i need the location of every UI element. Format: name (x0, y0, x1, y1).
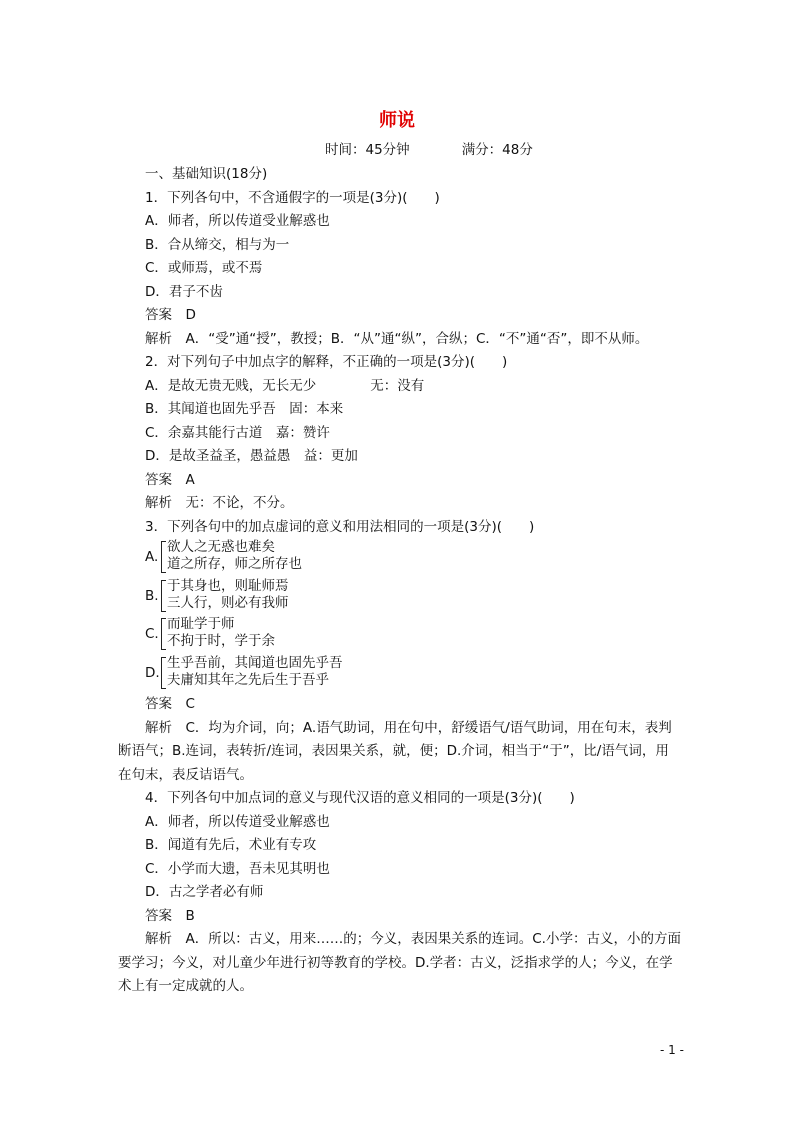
document-title: 师说 (379, 110, 415, 131)
q1-option-c: C．或师焉，或不焉 (145, 260, 263, 276)
left-brace (161, 657, 166, 689)
q4-option-a: A．师者，所以传道受业解惑也 (145, 813, 330, 830)
q4-option-c: C．小学而大遗，吾未见其明也 (145, 860, 330, 877)
option-line-2: 三人行，则必有我师 (167, 594, 289, 611)
option-letter: C. (145, 626, 159, 642)
q4-option-d: D．古之学者必有师 (145, 884, 264, 900)
q1-answer: 答案 D (145, 307, 196, 323)
q2-option-b: B．其闻道也固先乎吾 固：本来 (145, 401, 344, 417)
option-line-1: 而耻学于师 (167, 616, 235, 632)
option-letter: D. (145, 664, 160, 681)
time-limit: 时间：45分钟 (325, 142, 410, 158)
q4-stem: 4．下列各句中加点词的意义与现代汉语的意义相同的一项是(3分)( ) (145, 790, 575, 806)
q1-analysis: 解析 A．“受”通“授”，教授；B．“从”通“纵”，合纵；C．“不”通“否”，即不从师。 (145, 330, 649, 347)
option-letter: A. (145, 549, 159, 565)
q1-stem: 1．下列各句中，不含通假字的一项是(3分)( ) (145, 189, 440, 206)
q3-option-a (145, 539, 682, 578)
option-line-1: 生乎吾前，其闻道也固先乎吾 (167, 654, 343, 671)
q2-analysis: 解析 无：不论，不分。 (145, 495, 294, 511)
option-line-2: 夫庸知其年之先后生于吾乎 (167, 671, 329, 688)
option-line-2: 道之所存，师之所存也 (167, 556, 302, 572)
q4-analysis: 解析 A．所以：古义，用来……的；今义，表因果关系的连词。C.小学：古义，小的方面要学习；今义，对儿童少年进行初等教育的学校。D.学者：古义，泛指求学的人；今义，在学术上有一定成就的人。 (118, 931, 681, 994)
q3-stem: 3．下列各句中的加点虚词的意义和用法相同的一项是(3分)( ) (145, 518, 535, 535)
full-score: 满分：48分 (461, 142, 533, 158)
q4-option-b: B．闻道有先后，术业有专攻 (145, 837, 317, 853)
q1-option-d: D．君子不齿 (145, 283, 223, 300)
q2-option-a: A．是故无贵无贱，无长无少 无：没有 (145, 377, 425, 394)
q3-analysis: 解析 C．均为介词，向；A.语气助词，用在句中，舒缓语气/语气助词，用在句末，表判断语气；B.连词，表转折/连词，表因果关系，就，便；D.介词，相当于“于”，比/语气词，用在句末，表反诘语气。 (118, 719, 672, 783)
q3-option-d (145, 655, 682, 694)
q3-option-c (145, 616, 682, 655)
option-line-1: 于其身也，则耻师焉 (167, 577, 289, 594)
option-line-1: 欲人之无惑也难矣 (167, 539, 275, 555)
q1-option-b: B．合从缔交，相与为一 (145, 236, 290, 253)
exam-meta (325, 138, 533, 158)
q3-option-b (145, 578, 682, 617)
q3-answer: 答案 C (145, 696, 195, 712)
q2-answer: 答案 A (145, 471, 195, 488)
option-line-2: 不拘于时，学于余 (167, 633, 275, 649)
option-letter: B. (145, 587, 159, 604)
left-brace (161, 618, 166, 650)
q2-option-d: D．是故圣益圣，愚益愚 益：更加 (145, 448, 358, 464)
q2-option-c: C．余嘉其能行古道 嘉：赞许 (145, 424, 330, 441)
q1-option-a: A．师者，所以传道受业解惑也 (145, 213, 330, 229)
section-heading: 一、基础知识(18分) (145, 166, 268, 182)
q4-answer: 答案 B (145, 907, 195, 924)
page-number: - 1 - (660, 1043, 684, 1057)
document-body (118, 163, 682, 999)
left-brace (161, 580, 166, 612)
q2-stem: 2．对下列句子中加点字的解释，不正确的一项是(3分)( ) (145, 354, 508, 370)
left-brace (161, 541, 166, 573)
